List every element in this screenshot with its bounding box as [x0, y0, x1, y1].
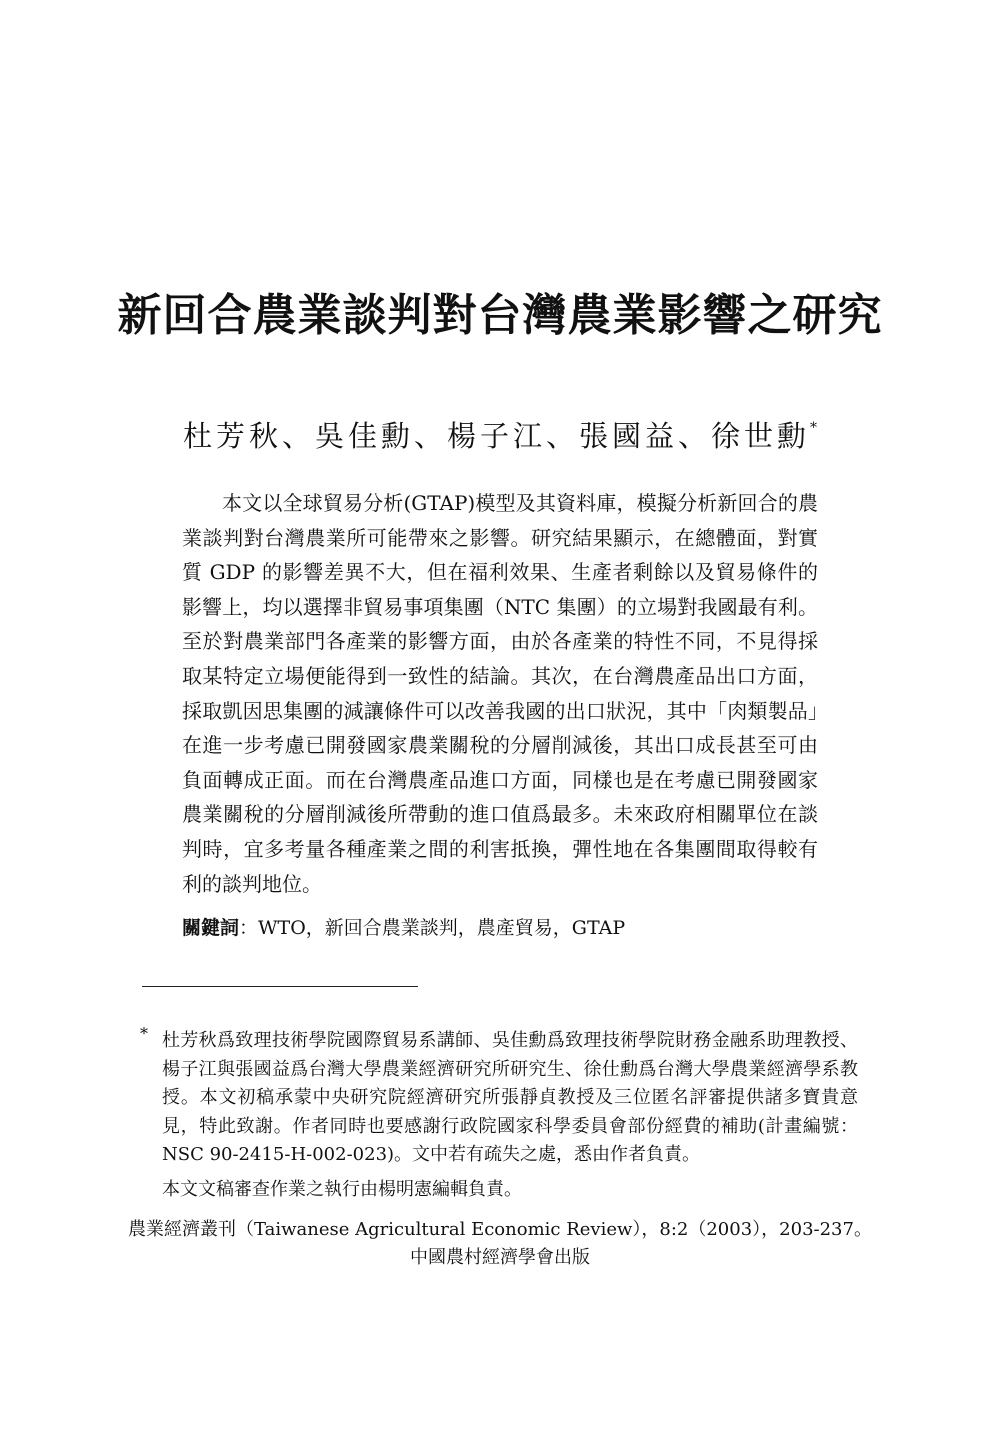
author-names: 杜芳秋、吳佳勳、楊子江、張國益、徐世勳 — [182, 419, 810, 453]
publisher-line: 中國農村經濟學會出版 — [410, 1247, 590, 1268]
editor-note: 本文文稿審查作業之執行由楊明憲編輯負責。 — [162, 1179, 522, 1200]
footnote-text: 杜芳秋爲致理技術學院國際貿易系講師、吳佳勳爲致理技術學院財務金融系助理教授、楊子江與張國益爲台灣大學農業經濟研究所研究生、徐仕勳爲台灣大學農業經濟學系教授。本文初稿承蒙中央研究院經濟研究所張靜貞教授及三位匿名評審提供諸多寶貴意見，特此致謝。作者同時也要感謝行政院國家科學委員會部份經費的補助(計畫編號：NSC 90-2415-H-002-023)。文中若有疏失之處，悉由作者負責。 — [162, 1030, 858, 1166]
footnote-divider — [142, 986, 418, 987]
author-list — [0, 408, 1000, 456]
footnote-marker: * — [140, 1024, 148, 1043]
keywords-label: 關鍵詞 — [182, 917, 240, 939]
keywords-line — [182, 911, 818, 945]
journal-citation: 農業經濟叢刊（Taiwanese Agricultural Economic Review），8:2（2003），203-237。 — [128, 1219, 872, 1240]
abstract-text: 本文以全球貿易分析(GTAP)模型及其資料庫，模擬分析新回合的農業談判對台灣農業所可能帶來之影響。研究結果顯示，在總體面，對實質 GDP 的影響差異不大，但在福利效果、生產者剩餘以及貿易條件的影響上，均以選擇非貿易事項集團（NTC 集團）的立場對我國最有利。至於對農業部門各產業的影響方面，由於各產業的特性不同，不見得採取某特定立場便能得到一致性的結論。其次，在台灣農產品出口方面，採取凱因思集團的減讓條件可以改善我國的出口狀況，其中「肉類製品」在進一步考慮已開發國家農業關稅的分層削減後，其出口成長甚至可由負面轉成正面。而在台灣農產品進口方面，同樣也是在考慮已開發國家農業關稅的分層削減後所帶動的進口值爲最多。未來政府相關單位在談判時，宜多考量各種產業之間的利害抵換，彈性地在各集團間取得較有利的談判地位。 — [182, 491, 818, 896]
paper-title: 新回合農業談判對台灣農業影響之研究 — [117, 290, 883, 341]
keywords-text: ：WTO，新回合農業談判，農產貿易，GTAP — [239, 917, 626, 939]
author-footnote-marker: * — [810, 420, 817, 436]
